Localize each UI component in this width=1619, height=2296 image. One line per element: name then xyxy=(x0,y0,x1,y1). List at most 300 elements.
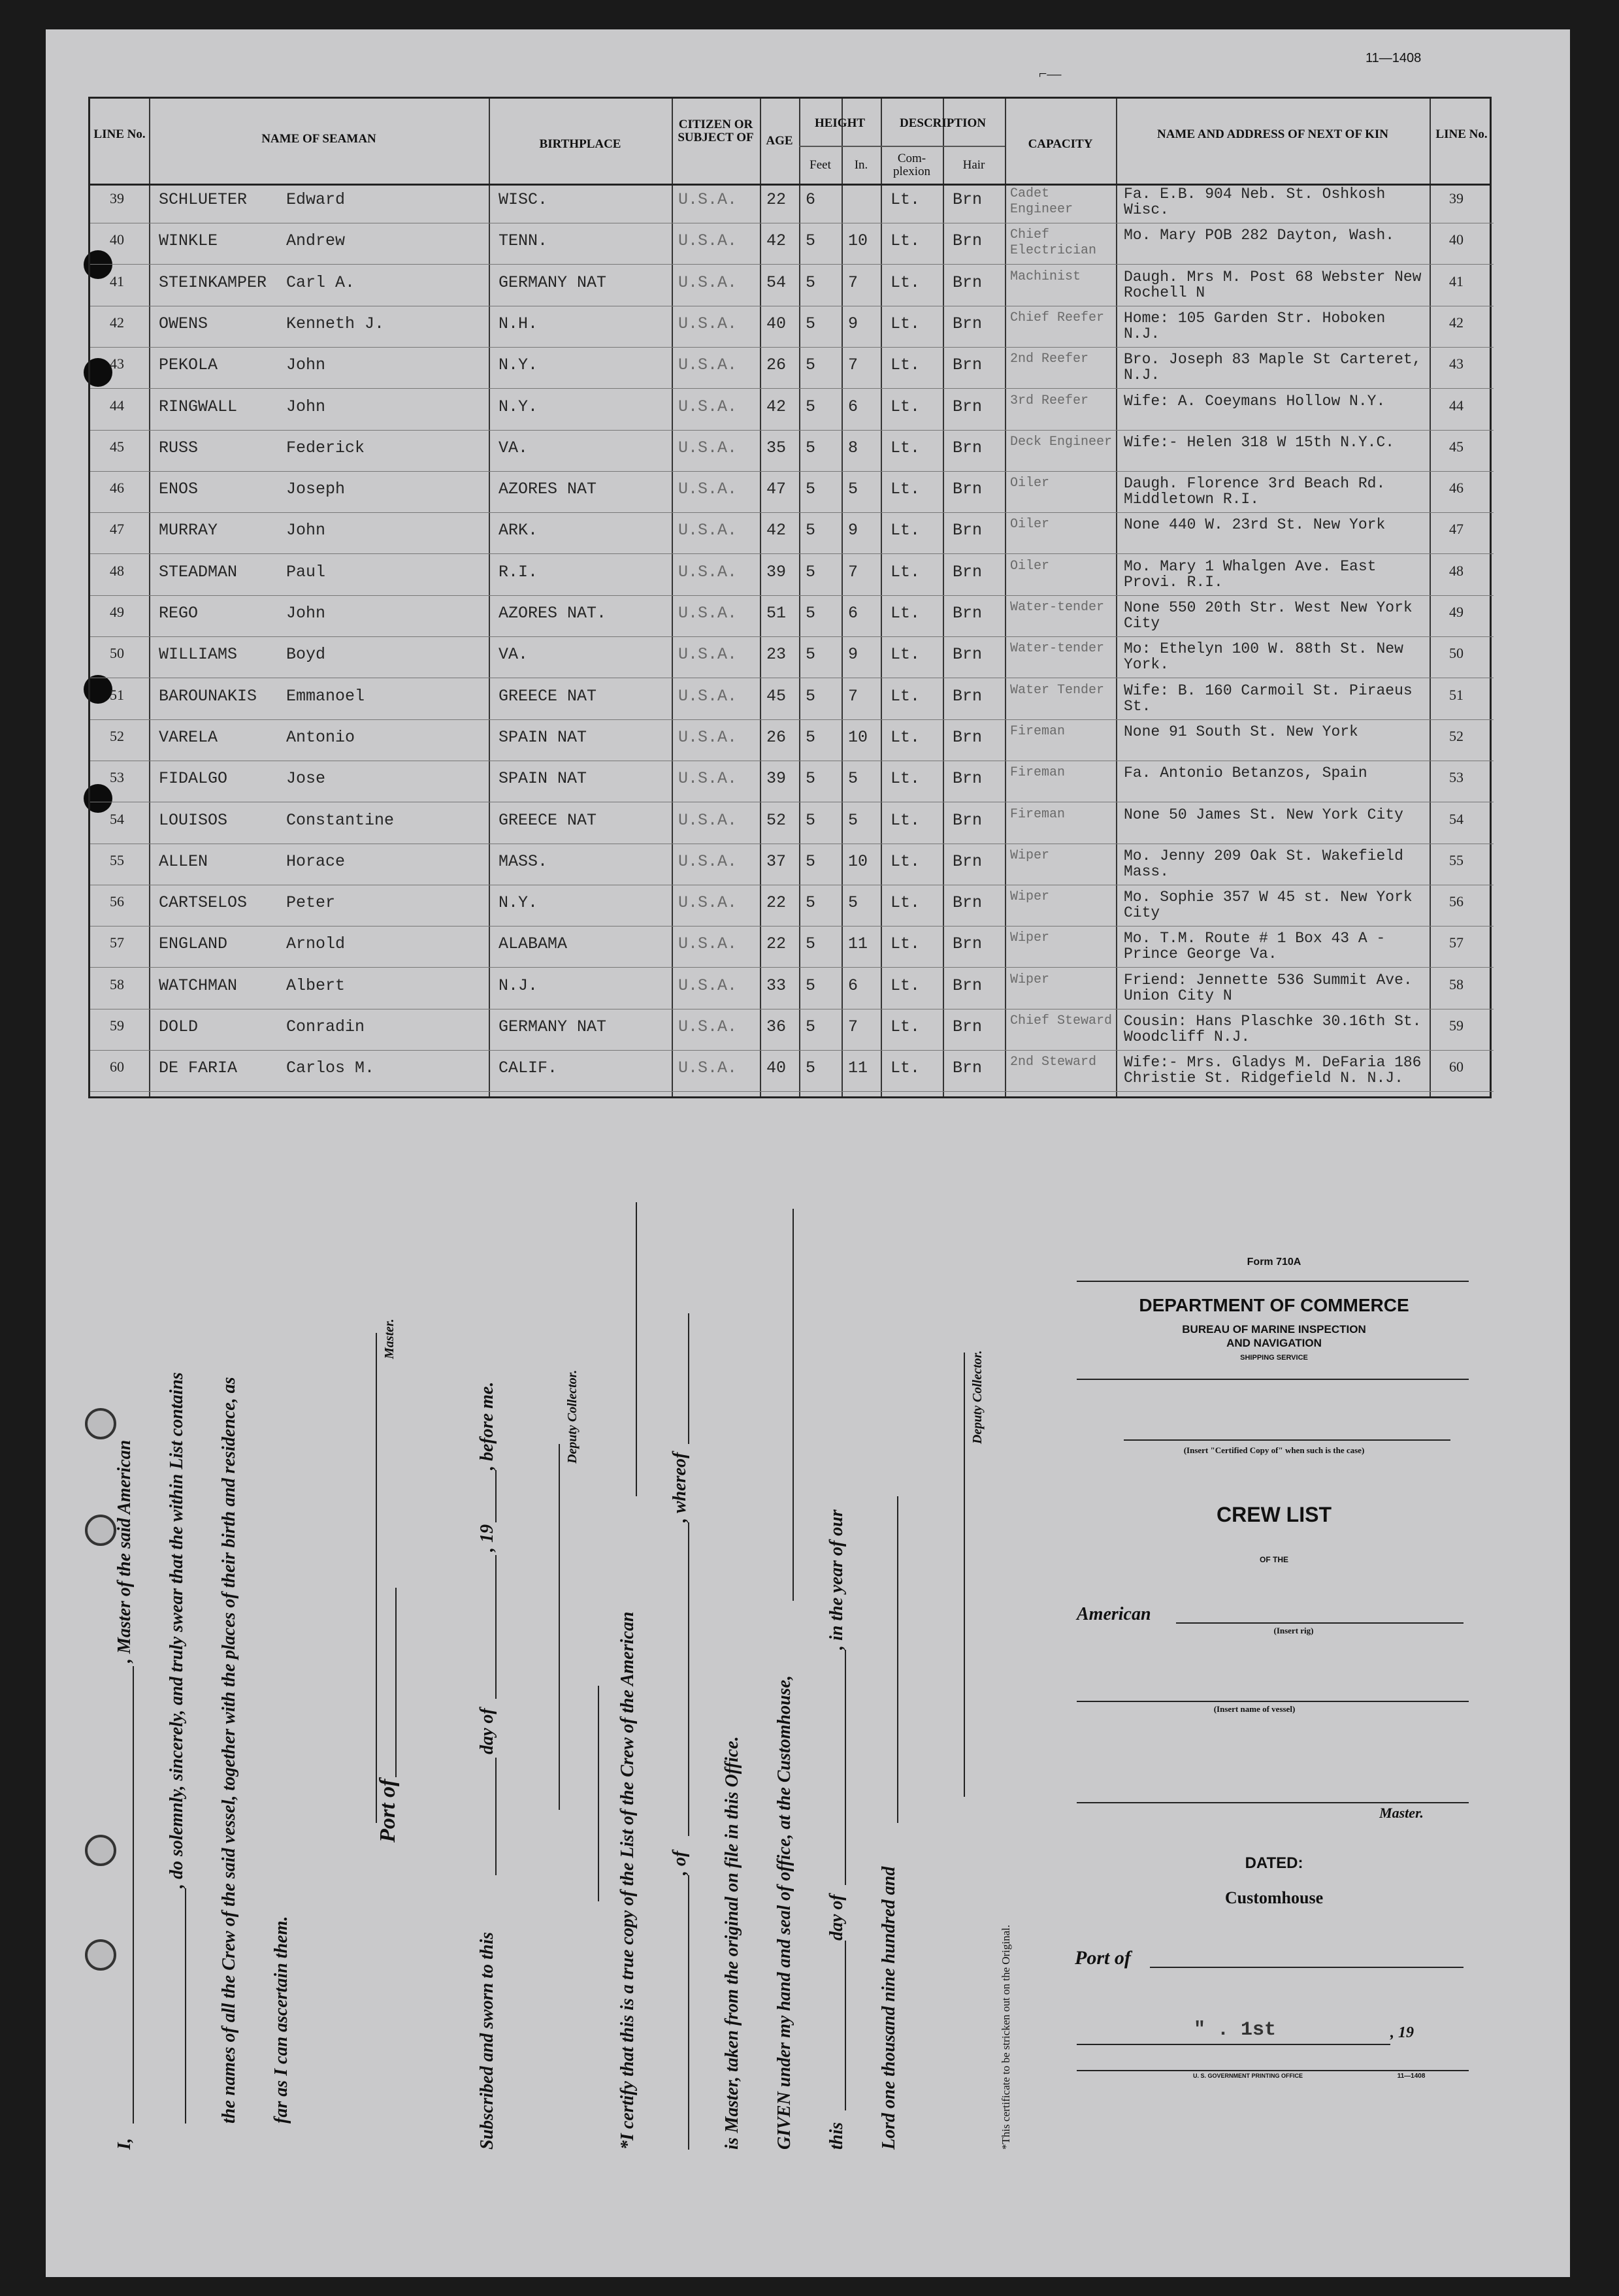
cell-line: 57 xyxy=(110,934,124,951)
cell-capacity: Wiper xyxy=(1010,889,1050,905)
cell-complexion: Lt. xyxy=(891,562,921,582)
port-of-label: Port of xyxy=(376,1779,400,1843)
cell-hair: Brn xyxy=(953,438,983,457)
cell-age: 52 xyxy=(766,810,787,830)
cell-birthplace: VA. xyxy=(499,645,529,664)
back-form-number: Form 710A xyxy=(1247,1256,1301,1268)
table-row xyxy=(90,227,1494,267)
cell-birthplace: AZORES NAT. xyxy=(499,604,607,623)
cell-inches: 9 xyxy=(848,645,859,664)
cell-complexion: Lt. xyxy=(891,769,921,789)
cell-citizen: U.S.A. xyxy=(678,893,738,913)
cell-feet: 5 xyxy=(806,314,816,333)
table-row xyxy=(90,309,1494,350)
cell-birthplace: ALABAMA xyxy=(499,934,568,954)
cell-birthplace: N.Y. xyxy=(499,397,538,416)
cell-line: 39 xyxy=(1449,190,1464,206)
cell-surname: ALLEN xyxy=(159,851,208,871)
cell-kin: Home: 105 Garden Str. Hoboken N.J. xyxy=(1124,309,1386,342)
of-the: OF THE xyxy=(1260,1555,1288,1564)
cell-feet: 5 xyxy=(806,686,816,706)
cell-line: 41 xyxy=(110,272,124,289)
cell-feet: 5 xyxy=(806,438,816,457)
cell-birthplace: AZORES NAT xyxy=(499,480,597,499)
cell-inches: 10 xyxy=(848,851,868,871)
cell-age: 47 xyxy=(766,480,787,499)
crew-list-title: CREW LIST xyxy=(1217,1503,1332,1526)
header-inches: In. xyxy=(854,158,868,172)
oath-far: far as I can ascertain them. xyxy=(271,1916,291,2124)
cell-age: 37 xyxy=(766,851,787,871)
gpo-label: U. S. GOVERNMENT PRINTING OFFICE xyxy=(1192,2073,1303,2079)
cell-age: 42 xyxy=(766,397,787,416)
cell-citizen: U.S.A. xyxy=(678,521,738,540)
cell-capacity: Wiper xyxy=(1010,847,1050,863)
cell-line: 50 xyxy=(1449,645,1464,662)
cell-hair: Brn xyxy=(953,851,983,871)
cell-given: Carlos M. xyxy=(286,1058,375,1078)
cell-given: Arnold xyxy=(286,934,346,954)
cell-citizen: U.S.A. xyxy=(678,934,738,954)
bureau-line-1: BUREAU OF MARINE INSPECTION xyxy=(1182,1323,1366,1336)
cell-line: 60 xyxy=(1449,1058,1464,1075)
cell-complexion: Lt. xyxy=(891,604,921,623)
cell-feet: 5 xyxy=(806,934,816,954)
cell-complexion: Lt. xyxy=(891,893,921,913)
cell-line: 55 xyxy=(110,851,124,868)
cell-birthplace: SPAIN NAT xyxy=(499,769,587,789)
cell-hair: Brn xyxy=(953,355,983,375)
table-row xyxy=(90,889,1494,928)
table-row xyxy=(90,764,1494,804)
cell-inches: 7 xyxy=(848,272,859,292)
cell-given: Emmanoel xyxy=(286,686,365,706)
cell-citizen: U.S.A. xyxy=(678,231,738,251)
cell-complexion: Lt. xyxy=(891,686,921,706)
cell-hair: Brn xyxy=(953,727,983,747)
cell-line: 49 xyxy=(110,604,124,620)
cell-surname: ENGLAND xyxy=(159,934,228,954)
cell-given: John xyxy=(286,604,326,623)
cell-birthplace: MASS. xyxy=(499,851,548,871)
header-line-no-right: LINE No. xyxy=(1435,127,1488,141)
cell-hair: Brn xyxy=(953,480,983,499)
cell-feet: 5 xyxy=(806,893,816,913)
cell-capacity: Oiler xyxy=(1010,476,1050,491)
cell-inches: 11 xyxy=(848,1058,868,1078)
cell-given: Andrew xyxy=(286,231,346,251)
cell-hair: Brn xyxy=(953,272,983,292)
back-form-no: 11—1408 xyxy=(1397,2073,1426,2080)
cell-kin: Mo. T.M. Route # 1 Box 43 A - Prince George Va. xyxy=(1124,930,1386,963)
cell-inches: 9 xyxy=(848,521,859,540)
cell-complexion: Lt. xyxy=(891,397,921,416)
cell-birthplace: GREECE NAT xyxy=(499,686,597,706)
cell-given: John xyxy=(286,355,326,375)
cell-feet: 5 xyxy=(806,272,816,292)
cell-line: 43 xyxy=(110,355,124,372)
cell-citizen: U.S.A. xyxy=(678,686,738,706)
cell-citizen: U.S.A. xyxy=(678,851,738,871)
table-row xyxy=(90,640,1494,680)
date-stamp: " . 1st xyxy=(1193,2019,1277,2041)
cell-capacity: Fireman xyxy=(1010,723,1066,739)
oath-names: the names of all the Crew of the said vessel, together with the places of their birth and residence, as xyxy=(219,1377,239,2124)
cell-age: 42 xyxy=(766,521,787,540)
certify-whereof: , whereof xyxy=(670,1452,690,1522)
bureau-line-2: AND NAVIGATION xyxy=(1226,1337,1322,1349)
cell-feet: 5 xyxy=(806,562,816,582)
header-complexion: Com-plexion xyxy=(893,152,930,178)
cell-capacity: Machinist xyxy=(1010,269,1081,284)
cell-complexion: Lt. xyxy=(891,190,921,209)
cell-line: 51 xyxy=(110,686,124,703)
cell-complexion: Lt. xyxy=(891,231,921,251)
form-number-top: 11—1408 xyxy=(1366,51,1422,65)
cell-line: 47 xyxy=(1449,521,1464,538)
cell-line: 53 xyxy=(110,769,124,786)
footnote: *This certificate to be stricken out on the Original. xyxy=(1000,1924,1012,2150)
oath-solemnly: , do solemnly, sincerely, and truly swear that the within List contains xyxy=(167,1372,187,1888)
cell-inches: 9 xyxy=(848,314,859,333)
cell-surname: RINGWALL xyxy=(159,397,238,416)
american-label: American xyxy=(1077,1604,1151,1624)
cell-citizen: U.S.A. xyxy=(678,727,738,747)
cell-citizen: U.S.A. xyxy=(678,976,738,995)
cell-citizen: U.S.A. xyxy=(678,1058,738,1078)
cell-surname: SCHLUETER xyxy=(159,190,248,209)
cell-capacity: Chief Steward xyxy=(1010,1013,1113,1028)
header-birthplace: BIRTHPLACE xyxy=(539,137,621,151)
cell-hair: Brn xyxy=(953,810,983,830)
cell-hair: Brn xyxy=(953,1058,983,1078)
cell-capacity: 2nd Reefer xyxy=(1010,352,1089,367)
cell-surname: MURRAY xyxy=(159,521,218,540)
cell-complexion: Lt. xyxy=(891,1058,921,1078)
cell-complexion: Lt. xyxy=(891,438,921,457)
cell-birthplace: TENN. xyxy=(499,231,548,251)
table-row xyxy=(90,475,1494,515)
cell-age: 35 xyxy=(766,438,787,457)
back-19: , 19 xyxy=(1390,2024,1414,2041)
cell-inches: 5 xyxy=(848,810,859,830)
cell-inches: 5 xyxy=(848,480,859,499)
cell-surname: PEKOLA xyxy=(159,355,218,375)
cell-citizen: U.S.A. xyxy=(678,562,738,582)
header-name: NAME OF SEAMAN xyxy=(261,132,376,146)
cell-hair: Brn xyxy=(953,645,983,664)
subscribed-day-of: day of xyxy=(477,1708,497,1754)
cell-given: Constantine xyxy=(286,810,395,830)
cell-line: 45 xyxy=(110,438,124,455)
cell-inches: 10 xyxy=(848,727,868,747)
cell-capacity: Deck Engineer xyxy=(1010,434,1113,450)
cell-feet: 5 xyxy=(806,645,816,664)
cell-complexion: Lt. xyxy=(891,645,921,664)
cell-given: Peter xyxy=(286,893,336,913)
cell-given: Kenneth J. xyxy=(286,314,385,333)
cell-feet: 5 xyxy=(806,727,816,747)
cell-line: 52 xyxy=(110,727,124,744)
cell-capacity: 2nd Steward xyxy=(1010,1055,1097,1070)
cell-line: 41 xyxy=(1449,272,1464,289)
cell-inches: 8 xyxy=(848,438,859,457)
cell-birthplace: VA. xyxy=(499,438,529,457)
cell-line: 56 xyxy=(110,893,124,910)
table-row xyxy=(90,268,1494,308)
cell-inches: 5 xyxy=(848,769,859,789)
cell-surname: WINKLE xyxy=(159,231,218,251)
cell-inches: 10 xyxy=(848,231,868,251)
cell-line: 57 xyxy=(1449,934,1464,951)
crew-table xyxy=(88,97,1492,1098)
cell-age: 40 xyxy=(766,314,787,333)
cell-birthplace: ARK. xyxy=(499,521,538,540)
cell-feet: 5 xyxy=(806,769,816,789)
cell-line: 54 xyxy=(1449,810,1464,827)
header-height: HEIGHT xyxy=(814,116,866,130)
cell-surname: VARELA xyxy=(159,727,218,747)
cell-capacity: Chief Electrician xyxy=(1010,227,1097,259)
cell-hair: Brn xyxy=(953,893,983,913)
pencil-mark: ⌐— xyxy=(1039,65,1062,82)
cell-kin: Mo. Sophie 357 W 45 st. New York City xyxy=(1124,889,1413,922)
cell-age: 40 xyxy=(766,1058,787,1078)
cell-line: 46 xyxy=(110,480,124,497)
cell-surname: ENOS xyxy=(159,480,199,499)
oath-i: I, xyxy=(114,2138,135,2150)
binder-hole xyxy=(85,1408,116,1439)
table-row xyxy=(90,516,1494,556)
cell-feet: 5 xyxy=(806,851,816,871)
cell-surname: OWENS xyxy=(159,314,208,333)
cell-age: 45 xyxy=(766,686,787,706)
cell-kin: Cousin: Hans Plaschke 30.16th St. Woodcliff N.J. xyxy=(1124,1013,1422,1045)
cell-age: 51 xyxy=(766,604,787,623)
cell-age: 39 xyxy=(766,562,787,582)
cell-capacity: 3rd Reefer xyxy=(1010,393,1089,408)
cell-inches: 6 xyxy=(848,976,859,995)
cell-line: 48 xyxy=(1449,562,1464,579)
cell-complexion: Lt. xyxy=(891,727,921,747)
cell-hair: Brn xyxy=(953,604,983,623)
table-row xyxy=(90,351,1494,391)
table-row xyxy=(90,557,1494,598)
cell-line: 50 xyxy=(110,645,124,662)
cell-line: 39 xyxy=(110,190,124,206)
cell-surname: RUSS xyxy=(159,438,199,457)
binder-hole xyxy=(85,1835,116,1866)
cell-given: John xyxy=(286,521,326,540)
insert-vessel: (Insert name of vessel) xyxy=(1213,1704,1296,1714)
cell-kin: Bro. Joseph 83 Maple St Carteret, N.J. xyxy=(1124,351,1422,384)
cell-kin: Daugh. Mrs M. Post 68 Webster New Rochell N xyxy=(1124,268,1422,301)
cell-surname: WATCHMAN xyxy=(159,976,238,995)
header-next-of-kin: NAME AND ADDRESS OF NEXT OF KIN xyxy=(1156,127,1388,141)
subscribed-before-me: , before me. xyxy=(477,1381,497,1470)
cell-citizen: U.S.A. xyxy=(678,645,738,664)
cell-hair: Brn xyxy=(953,686,983,706)
cell-given: Joseph xyxy=(286,480,346,499)
cell-kin: Wife:- Mrs. Gladys M. DeFaria 186 Christie St. Ridgefield N. N.J. xyxy=(1124,1054,1422,1087)
cell-capacity: Fireman xyxy=(1010,765,1066,781)
cell-capacity: Water-tender xyxy=(1010,641,1105,657)
cell-age: 22 xyxy=(766,190,787,209)
cell-age: 22 xyxy=(766,934,787,954)
cell-kin: Daugh. Florence 3rd Beach Rd. Middletown R.I. xyxy=(1124,475,1386,508)
header-hair: Hair xyxy=(962,158,985,172)
cell-given: Paul xyxy=(286,562,326,582)
cell-line: 48 xyxy=(110,562,124,579)
cell-kin: Mo. Jenny 209 Oak St. Wakefield Mass. xyxy=(1124,847,1403,880)
cell-citizen: U.S.A. xyxy=(678,810,738,830)
header-line-no: LINE No. xyxy=(93,127,146,141)
given-this: this xyxy=(826,2122,847,2150)
cell-complexion: Lt. xyxy=(891,355,921,375)
cell-line: 44 xyxy=(110,397,124,414)
cell-kin: None 50 James St. New York City xyxy=(1124,806,1403,823)
cell-line: 44 xyxy=(1449,397,1464,414)
cell-line: 55 xyxy=(1449,851,1464,868)
cell-capacity: Water Tender xyxy=(1010,682,1105,698)
cell-complexion: Lt. xyxy=(891,480,921,499)
cell-complexion: Lt. xyxy=(891,314,921,333)
cell-surname: STEINKAMPER xyxy=(159,272,267,292)
cell-citizen: U.S.A. xyxy=(678,480,738,499)
deputy-collector-1: Deputy Collector. xyxy=(565,1369,580,1464)
cell-line: 47 xyxy=(110,521,124,538)
table-row xyxy=(90,806,1494,846)
cell-line: 56 xyxy=(1449,893,1464,910)
cell-age: 26 xyxy=(766,355,787,375)
cell-surname: STEADMAN xyxy=(159,562,238,582)
cell-given: Albert xyxy=(286,976,346,995)
cell-given: Antonio xyxy=(286,727,355,747)
certify-of: , of xyxy=(670,1850,690,1875)
cell-line: 42 xyxy=(1449,314,1464,331)
table-row xyxy=(90,1054,1494,1094)
header-feet: Feet xyxy=(810,158,831,172)
cell-line: 40 xyxy=(1449,231,1464,248)
cell-inches: 7 xyxy=(848,1017,859,1036)
cell-citizen: U.S.A. xyxy=(678,272,738,292)
cell-kin: None 91 South St. New York xyxy=(1124,723,1358,740)
cell-surname: WILLIAMS xyxy=(159,645,238,664)
cell-inches: 11 xyxy=(848,934,868,954)
certify-is-master: is Master, taken from the original on file in this Office. xyxy=(722,1736,742,2150)
cell-capacity: Oiler xyxy=(1010,517,1050,533)
cell-kin: Wife: B. 160 Carmoil St. Piraeus St. xyxy=(1124,681,1413,715)
cell-line: 43 xyxy=(1449,355,1464,372)
cell-feet: 5 xyxy=(806,521,816,540)
cell-line: 49 xyxy=(1449,604,1464,620)
table-row xyxy=(90,433,1494,474)
cell-hair: Brn xyxy=(953,562,983,582)
dept-title: DEPARTMENT OF COMMERCE xyxy=(1139,1295,1409,1315)
cell-citizen: U.S.A. xyxy=(678,190,738,209)
cell-given: Carl A. xyxy=(286,272,355,292)
cell-feet: 5 xyxy=(806,480,816,499)
oath-master-of: , Master of the said American xyxy=(114,1439,135,1663)
back-master-label: Master. xyxy=(1379,1805,1424,1821)
cell-hair: Brn xyxy=(953,934,983,954)
cell-birthplace: SPAIN NAT xyxy=(499,727,587,747)
cell-kin: Wife: A. Coeymans Hollow N.Y. xyxy=(1124,392,1386,410)
cell-hair: Brn xyxy=(953,521,983,540)
cell-complexion: Lt. xyxy=(891,272,921,292)
insert-certified-note: (Insert "Certified Copy of" when such is the case) xyxy=(1183,1445,1365,1455)
shipping-service: SHIPPING SERVICE xyxy=(1240,1354,1308,1362)
table-row xyxy=(90,599,1494,639)
deputy-collector-2: Deputy Collector. xyxy=(970,1350,985,1444)
cell-feet: 5 xyxy=(806,397,816,416)
header-citizen: CITIZEN OR SUBJECT OF xyxy=(678,118,754,144)
cell-kin: Mo. Mary POB 282 Dayton, Wash. xyxy=(1124,227,1395,244)
table-row xyxy=(90,681,1494,722)
cell-given: Federick xyxy=(286,438,365,457)
cell-given: John xyxy=(286,397,326,416)
cell-feet: 5 xyxy=(806,355,816,375)
given-year-of-our: , in the year of our xyxy=(826,1509,847,1650)
cell-capacity: Wiper xyxy=(1010,972,1050,987)
cell-line: 51 xyxy=(1449,686,1464,703)
table-row xyxy=(90,847,1494,887)
cell-capacity: Cadet Engineer xyxy=(1010,186,1073,217)
cell-kin: Fa. E.B. 904 Neb. St. Oshkosh Wisc. xyxy=(1124,186,1386,218)
certify-text: *I certify that this is a true copy of the List of the Crew of the American xyxy=(617,1611,638,2150)
cell-hair: Brn xyxy=(953,231,983,251)
cell-kin: Wife:- Helen 318 W 15th N.Y.C. xyxy=(1124,433,1395,451)
cell-age: 26 xyxy=(766,727,787,747)
cell-capacity: Oiler xyxy=(1010,558,1050,574)
subscribed-text: Subscribed and sworn to this xyxy=(477,1932,497,2150)
cell-line: 54 xyxy=(110,810,124,827)
cell-birthplace: N.Y. xyxy=(499,355,538,375)
cell-surname: BAROUNAKIS xyxy=(159,686,257,706)
cell-citizen: U.S.A. xyxy=(678,769,738,789)
cell-inches: 6 xyxy=(848,397,859,416)
cell-citizen: U.S.A. xyxy=(678,604,738,623)
oath-master-label: Master. xyxy=(382,1319,397,1359)
given-text: GIVEN under my hand and seal of office, at the Customhouse, xyxy=(774,1675,794,2150)
cell-line: 40 xyxy=(110,231,124,248)
cell-birthplace: N.Y. xyxy=(499,893,538,913)
cell-complexion: Lt. xyxy=(891,976,921,995)
customhouse-label: Customhouse xyxy=(1224,1888,1324,1907)
oath-certificate xyxy=(114,1170,1160,2150)
cell-inches: 5 xyxy=(848,893,859,913)
cell-hair: Brn xyxy=(953,190,983,209)
cell-hair: Brn xyxy=(953,314,983,333)
cell-line: 42 xyxy=(110,314,124,331)
cell-feet: 5 xyxy=(806,976,816,995)
cell-line: 53 xyxy=(1449,769,1464,786)
cell-complexion: Lt. xyxy=(891,810,921,830)
insert-rig: (Insert rig) xyxy=(1273,1626,1314,1635)
cell-surname: LOUISOS xyxy=(159,810,228,830)
given-day-of: day of xyxy=(826,1894,847,1941)
cell-feet: 5 xyxy=(806,810,816,830)
cell-feet: 6 xyxy=(806,190,816,209)
cell-line: 58 xyxy=(110,976,124,992)
cell-surname: DE FARIA xyxy=(159,1058,238,1078)
cell-age: 22 xyxy=(766,893,787,913)
cell-feet: 5 xyxy=(806,604,816,623)
cell-surname: FIDALGO xyxy=(159,769,228,789)
cell-complexion: Lt. xyxy=(891,1017,921,1036)
subscribed-19: , 19 xyxy=(477,1524,497,1552)
cell-capacity: Wiper xyxy=(1010,930,1050,946)
